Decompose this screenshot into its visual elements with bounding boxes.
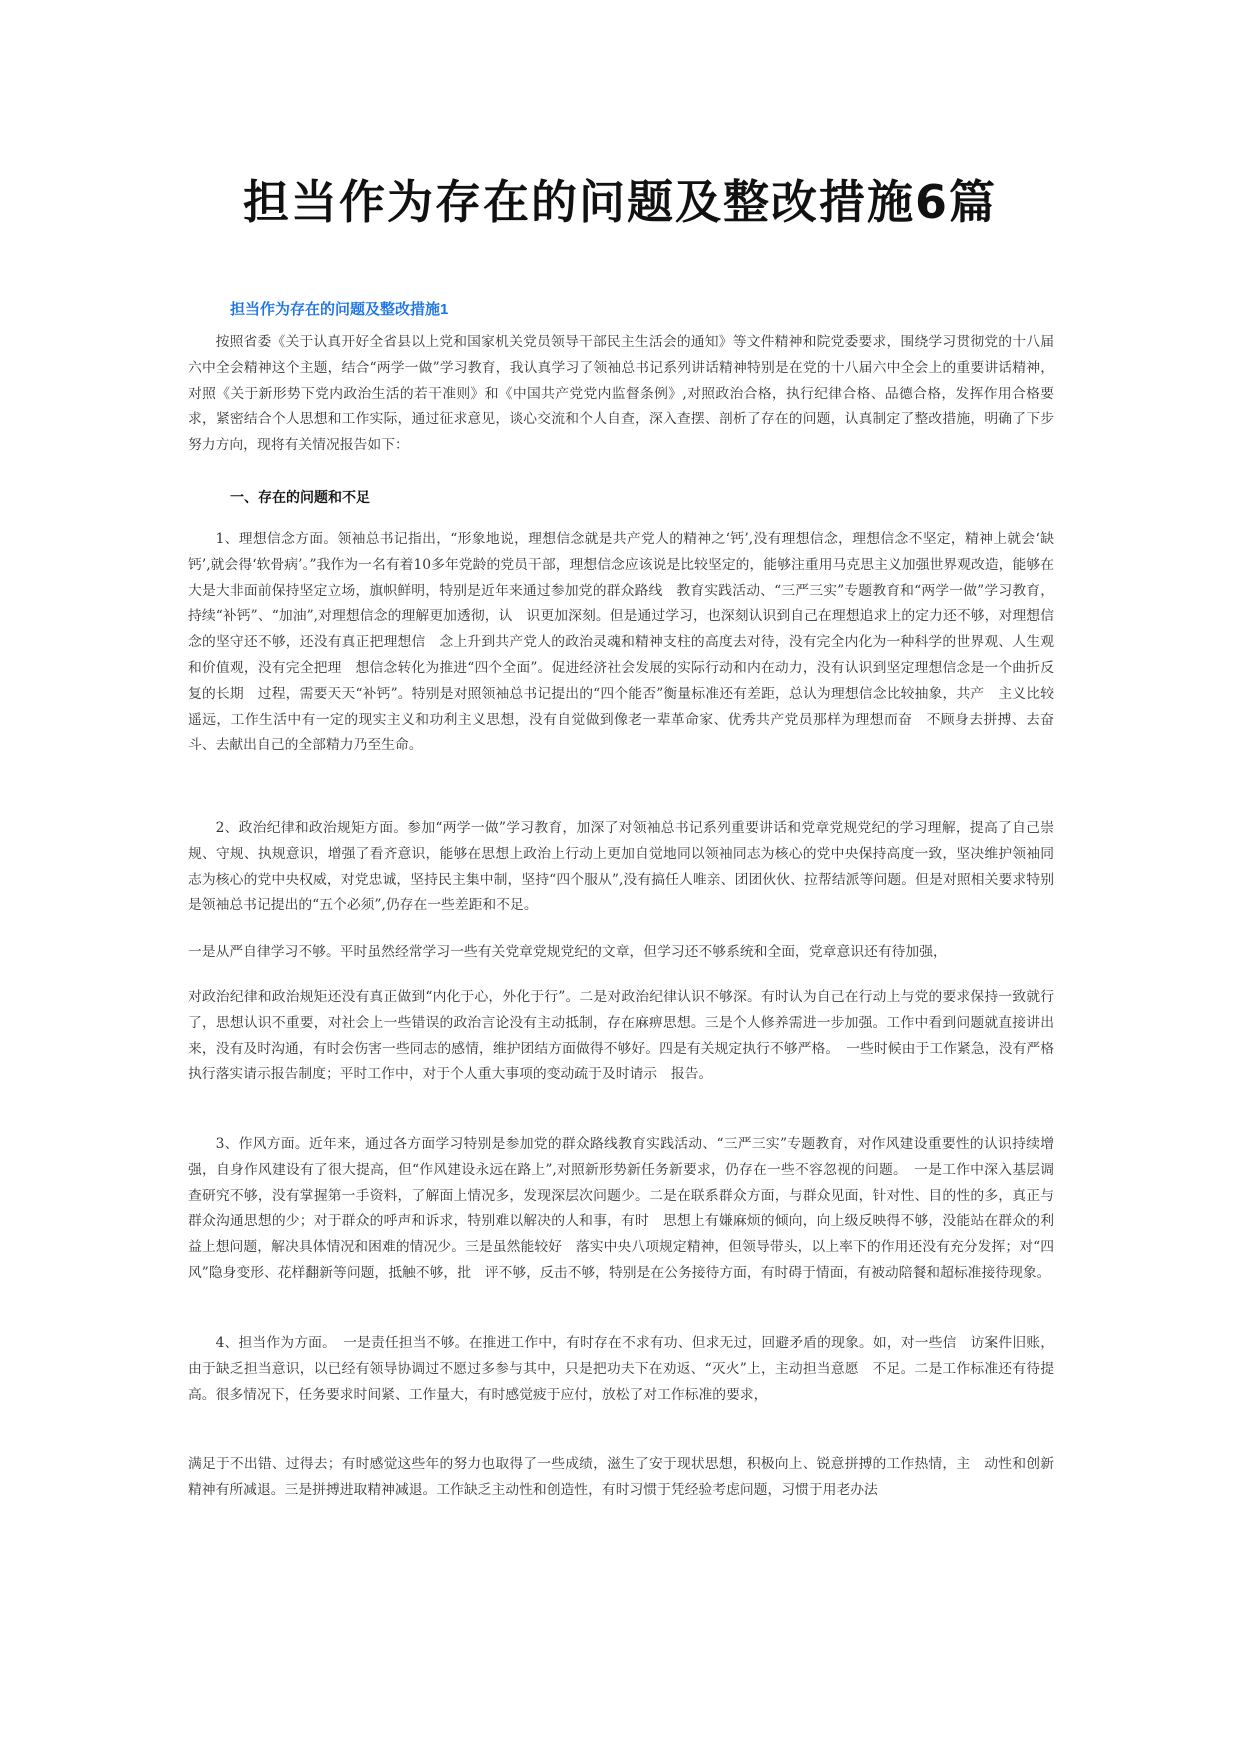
article-subtitle-link[interactable]: 担当作为存在的问题及整改措施1 — [230, 301, 449, 318]
paragraph-ideals: 1、理想信念方面。领袖总书记指出，“形象地说，理想信念就是共产党人的精神之‘钙’,没有理想信念，理想信念不坚定，精神上就会‘缺钙’,就会得‘软骨病’。”我作为一名有着10多年党龄的党员干部，理想信念应该说是比较坚定的，能够注重用马克思主义加强世界观改造，能够在大是大非面前保持坚定立场，旗帜鲜明，特别是近年来通过参加党的群众路线 教育实践活动、“三严三实”专题教育和“两学一做”学习教育，持续“补钙”、“加油”,对理想信念的理解更加透彻，认 识更加深刻。但是通过学习，也深刻认识到自己在理想追求上的定力还不够，对理想信念的坚守还不够，还没有真正把理想信 念上升到共产党人的政治灵魂和精神支柱的高度去对待，没有完全内化为一种科学的世界观、人生观和价值观，没有完全把理 想信念转化为推进“四个全面”。促进经济社会发展的实际行动和内在动力，没有认识到坚定理想信念是一个曲折反复的长期 过程，需要天天“补钙”。特别是对照领袖总书记提出的“四个能否”衡量标准还有差距，总认为理想信念比较抽象，共产 主义比较遥远，工作生活中有一定的现实主义和功利主义思想，没有自觉做到像老一辈革命家、优秀共产党员那样为理想而奋 不顾身去拼搏、去奋斗、去献出自己的全部精力乃至生命。 — [188, 531, 1054, 754]
section-heading: 一、存在的问题和不足 — [230, 490, 370, 506]
paragraph-discipline: 2、政治纪律和政治规矩方面。参加“两学一做”学习教育，加深了对领袖总书记系列重要讲话和党章党规党纪的学习理解，提高了自己崇规、守规、执规意识，增强了看齐意识，能够在思想上政治上行动上更加自觉地同以领袖同志为核心的党中央保持高度一致，坚决维护领袖同志为核心的党中央权威，对党忠诚，坚持民主集中制，坚持“四个服从”,没有搞任人唯亲、团团伙伙、拉帮结派等问题。但是对照相关要求特别是领袖总书记提出的“五个必须”,仍存在一些差距和不足。 — [188, 820, 1054, 914]
paragraph-self-discipline: 一是从严自律学习不够。平时虽然经常学习一些有关党章党规党纪的文章，但学习还不够系统和全面，党章意识还有待加强， — [188, 944, 947, 960]
intro-paragraph: 按照省委《关于认真开好全省县以上党和国家机关党员领导干部民主生活会的通知》等文件精神和院党委要求，围绕学习贯彻党的十八届六中全会精神这个主题，结合“两学一做”学习教育，我认真学习了领袖总书记系列讲话精神特别是在党的十八届六中全会上的重要讲话精神，对照《关于新形势下党内政治生活的若干准则》和《中国共产党党内监督条例》,对照政治合格，执行纪律合格、品德合格，发挥作用合格要求，紧密结合个人思想和工作实际，通过征求意见，谈心交流和个人自查，深入查摆、剖析了存在的问题，认真制定了整改措施，明确了下步努力方向，现将有关情况报告如下： — [188, 334, 1054, 454]
paragraph-continuation: 满足于不出错、过得去；有时感觉这些年的努力也取得了一些成绩，滋生了安于现状思想，积极向上、锐意拼搏的工作热情，主 动性和创新精神有所减退。三是拼搏进取精神减退。工作缺乏主动性和创造性，有时习惯于凭经验考虑问题，习惯于用老办法 — [188, 1456, 1054, 1498]
paragraph-political-rules: 对政治纪律和政治规矩还没有真正做到“内化于心，外化于行”。二是对政治纪律认识不够深。有时认为自己在行动上与党的要求保持一致就行了，思想认识不重要，对社会上一些错误的政治言论没有主动抵制，存在麻痹思想。三是个人修养需进一步加强。工作中看到问题就直接讲出来，没有及时沟通，有时会伤害一些同志的感情，维护团结方面做得不够好。四是有关规定执行不够严格。 一些时候由于工作紧急，没有严格执行落实请示报告制度；平时工作中，对于个人重大事项的变动疏于及时请示 报告。 — [188, 989, 1054, 1083]
paragraph-work-style: 3、作风方面。近年来，通过各方面学习特别是参加党的群众路线教育实践活动、“三严三实”专题教育，对作风建设重要性的认识持续增强，自身作风建设有了很大提高，但“作风建设永远在路上”,对照新形势新任务新要求，仍存在一些不容忽视的问题。 一是工作中深入基层调查研究不够，没有掌握第一手资料，了解面上情况多，发现深层次问题少。二是在联系群众方面，与群众见面，针对性、目的性的多，真正与群众沟通思想的少；对于群众的呼声和诉求，特别难以解决的人和事，有时 思想上有嫌麻烦的倾向，向上级反映得不够，没能站在群众的利益上想问题，解决具体情况和困难的情况少。三是虽然能较好 落实中央八项规定精神，但领导带头，以上率下的作用还没有充分发挥；对“四风”隐身变形、花样翻新等问题，抵触不够，批 评不够，反击不够，特别是在公务接待方面，有时碍于情面，有被动陪餐和超标准接待现象。 — [188, 1136, 1054, 1281]
document-title: 担当作为存在的问题及整改措施6篇 — [242, 175, 997, 229]
paragraph-responsibility: 4、担当作为方面。 一是责任担当不够。在推进工作中，有时存在不求有功、但求无过，回避矛盾的现象。如，对一些信 访案件旧账，由于缺乏担当意识，以已经有领导协调过不愿过多参与其中，只是把功夫下在劝返、“灭火”上，主动担当意愿 不足。二是工作标准还有待提高。很多情况下，任务要求时间紧、工作量大，有时感觉疲于应付，放松了对工作标准的要求， — [188, 1335, 1054, 1403]
